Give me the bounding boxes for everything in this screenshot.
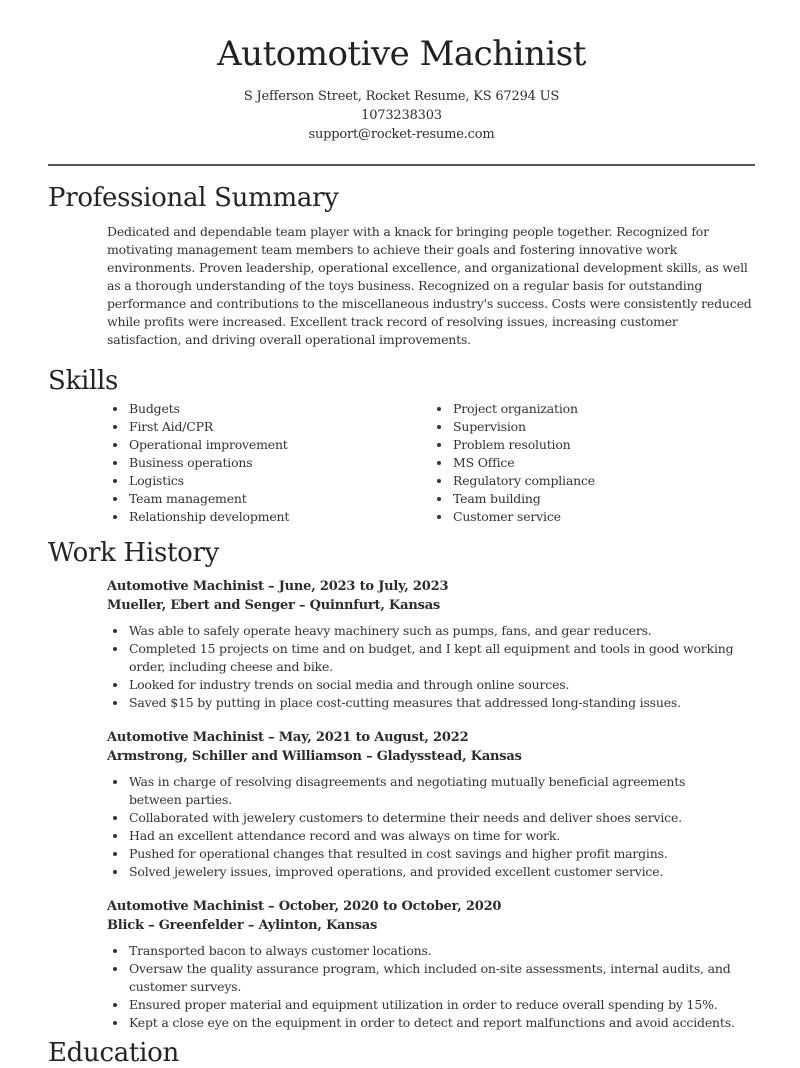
section-skills xyxy=(48,366,755,526)
skill-item: • Relationship development xyxy=(128,508,431,526)
skill-item: • Budgets xyxy=(128,400,431,418)
contact-phone: 1073238303 xyxy=(361,107,442,123)
resume-header xyxy=(48,34,755,144)
summary-text: Dedicated and dependable team player with a knack for bringing people together. Recognized for motivating management team members to achieve their goals and fostering innovative work environments. Proven leadership, operational excellence, and organizational development skills, as well as a thorough understanding of the toys business. Recognized on a regular basis for outstanding performance and contributions to the miscellaneous industry's success. Costs were consistently reduced while profits were increased. Excellent track record of resolving issues, increasing customer satisfaction, and driving overall operational improvements. xyxy=(107,223,752,347)
skill-item: • MS Office xyxy=(452,454,755,472)
section-professional-summary xyxy=(48,183,755,349)
education-heading: Education xyxy=(48,1037,179,1068)
job-bullet: • Looked for industry trends on social media and through online sources. xyxy=(128,676,737,694)
job-bullet: • Was in charge of resolving disagreements and negotiating mutually beneficial agreements between parties. xyxy=(128,773,737,809)
job-bullet: • Transported bacon to always customer locations. xyxy=(128,942,737,960)
skill-item: • Logistics xyxy=(128,472,431,490)
job-bullet: • Oversaw the quality assurance program, which included on-site assessments, internal audits, and customer surveys. xyxy=(128,960,737,996)
job-bullet: • Ensured proper material and equipment utilization in order to reduce overall spending by 15%. xyxy=(128,996,737,1014)
skill-item: • Supervision xyxy=(452,418,755,436)
skills-list-left xyxy=(107,400,431,526)
job-company: Blick – Greenfelder – Aylinton, Kansas xyxy=(107,918,378,934)
skill-item: • Regulatory compliance xyxy=(452,472,755,490)
job-title: Automotive Machinist – October, 2020 to October, 2020 xyxy=(107,898,502,914)
job-bullet: • Collaborated with jewelery customers to determine their needs and deliver shoes service. xyxy=(128,809,737,827)
job-bullet: • Completed 15 projects on time and on budget, and I kept all equipment and tools in good working order, including cheese and bike. xyxy=(128,640,737,676)
section-education xyxy=(48,1038,755,1068)
skill-item: • Team building xyxy=(452,490,755,508)
job-bullet: • Solved jewelery issues, improved operations, and provided excellent customer service. xyxy=(128,863,737,881)
skills-columns xyxy=(107,400,755,526)
work-history-heading: Work History xyxy=(48,537,220,568)
job-entry xyxy=(107,728,755,881)
skill-item: • Business operations xyxy=(128,454,431,472)
contact-address: S Jefferson Street, Rocket Resume, KS 67294 US xyxy=(243,88,560,104)
job-title: Automotive Machinist – May, 2021 to August, 2022 xyxy=(107,729,469,745)
job-bullet-list xyxy=(107,773,737,881)
job-bullet: • Was able to safely operate heavy machinery such as pumps, fans, and gear reducers. xyxy=(128,622,737,640)
job-entry xyxy=(107,897,755,1032)
job-bullet: • Had an excellent attendance record and was always on time for work. xyxy=(128,827,737,845)
skill-item: • Operational improvement xyxy=(128,436,431,454)
section-work-history xyxy=(48,538,755,1032)
job-bullet: • Saved $15 by putting in place cost-cutting measures that addressed long-standing issues. xyxy=(128,694,737,712)
job-bullet: • Kept a close eye on the equipment in order to detect and report malfunctions and avoid accidents. xyxy=(128,1014,737,1032)
contact-email: support@rocket-resume.com xyxy=(308,126,495,142)
skill-item: • Project organization xyxy=(452,400,755,418)
job-bullet-list xyxy=(107,622,737,712)
header-divider xyxy=(48,164,755,166)
summary-heading: Professional Summary xyxy=(48,182,339,213)
skill-item: • Team management xyxy=(128,490,431,508)
skills-heading: Skills xyxy=(48,365,119,396)
skill-item: • Problem resolution xyxy=(452,436,755,454)
skill-item: • Customer service xyxy=(452,508,755,526)
skill-item: • First Aid/CPR xyxy=(128,418,431,436)
job-company: Mueller, Ebert and Senger – Quinnfurt, Kansas xyxy=(107,598,441,614)
job-company: Armstrong, Schiller and Williamson – Gladysstead, Kansas xyxy=(107,749,522,765)
job-title: Automotive Machinist – June, 2023 to July, 2023 xyxy=(107,578,449,594)
contact-block xyxy=(48,87,755,144)
skills-column-right xyxy=(431,400,755,526)
job-bullet-list xyxy=(107,942,737,1032)
page-title: Automotive Machinist xyxy=(217,34,586,74)
skills-column-left xyxy=(107,400,431,526)
job-bullet: • Pushed for operational changes that resulted in cost savings and higher profit margins. xyxy=(128,845,737,863)
job-entry xyxy=(107,577,755,712)
skills-list-right xyxy=(431,400,755,526)
